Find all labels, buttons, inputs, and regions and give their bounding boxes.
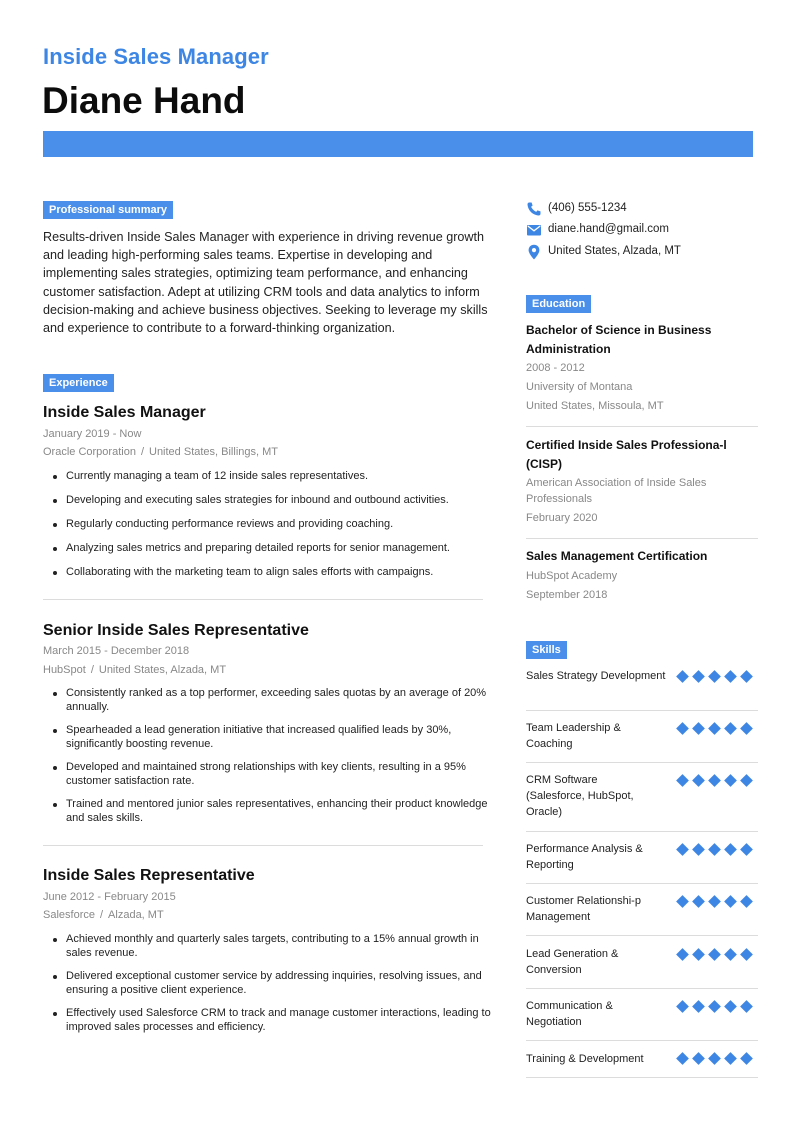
certification-date: September 2018 bbox=[526, 589, 608, 601]
divider bbox=[526, 762, 758, 763]
skill-level-diamond bbox=[708, 948, 721, 961]
skill-level-diamond bbox=[740, 1052, 753, 1065]
job-bullet: Trained and mentored junior sales representatives, enhancing their product knowledge and sales skills. bbox=[43, 798, 498, 825]
divider bbox=[526, 988, 758, 989]
skill-level-diamond bbox=[692, 1000, 705, 1013]
skill-level-diamond bbox=[708, 1052, 721, 1065]
job-bullet: Analyzing sales metrics and preparing detailed reports for senior management. bbox=[43, 542, 498, 556]
job-company: Salesforce bbox=[43, 909, 95, 921]
job-bullet: Effectively used Salesforce CRM to track and manage customer interactions, leading to improved sales processes and efficiency. bbox=[43, 1007, 498, 1034]
certification-title: Certified Inside Sales Professiona-l (CISP) bbox=[526, 438, 727, 471]
skill-level-diamond bbox=[676, 895, 689, 908]
job-dates: January 2019 - Now bbox=[43, 428, 142, 440]
skill-name: CRM Software (Salesforce, HubSpot, Oracle) bbox=[526, 774, 634, 818]
job-location: Alzada, MT bbox=[108, 909, 164, 921]
job-bullet: Regularly conducting performance reviews and providing coaching. bbox=[43, 518, 498, 532]
email-address: diane.hand@gmail.com bbox=[548, 223, 669, 235]
job-bullet: Collaborating with the marketing team to align sales efforts with campaigns. bbox=[43, 566, 498, 580]
skill-level-diamond bbox=[724, 1052, 737, 1065]
envelope-icon bbox=[526, 222, 542, 238]
skill-level-diamond bbox=[676, 1000, 689, 1013]
experience-heading: Experience bbox=[43, 374, 114, 392]
skill-level-diamond bbox=[740, 843, 753, 856]
phone-icon bbox=[526, 201, 542, 217]
skill-name: Training & Development bbox=[526, 1053, 644, 1065]
summary-heading: Professional summary bbox=[43, 201, 173, 219]
skill-level-diamond bbox=[676, 1052, 689, 1065]
job-bullet: Consistently ranked as a top performer, exceeding sales quotas by an average of 20% annually. bbox=[43, 687, 498, 714]
skill-level-diamond bbox=[708, 670, 721, 683]
job-company-line: Salesforce / Alzada, MT bbox=[43, 909, 164, 921]
job-bullet: Delivered exceptional customer service by addressing inquiries, resolving issues, and ensuring a positive client experience. bbox=[43, 970, 498, 997]
job-dates: June 2012 - February 2015 bbox=[43, 891, 176, 903]
divider bbox=[526, 538, 758, 539]
job-location: United States, Billings, MT bbox=[149, 446, 278, 458]
skill-name: Sales Strategy Development bbox=[526, 670, 666, 682]
location-pin-icon bbox=[526, 244, 542, 260]
job-location: United States, Alzada, MT bbox=[98, 664, 227, 676]
skill-level-diamond bbox=[740, 722, 753, 735]
job-dates: March 2015 - December 2018 bbox=[43, 645, 190, 657]
skill-level-diamond bbox=[708, 895, 721, 908]
skill-level-diamond bbox=[676, 774, 689, 787]
skill-level-diamond bbox=[676, 948, 689, 961]
skill-level-diamond bbox=[692, 670, 705, 683]
skill-level-diamond bbox=[676, 670, 689, 683]
skill-level-diamond bbox=[724, 670, 737, 683]
summary-text: Results-driven Inside Sales Manager with experience in driving revenue growth and leading high-performing sales teams. Expertise in developing and implementing sales strategies, optimizing team performance, and enhancing customer satisfaction. Adept at utilizing CRM tools and data analytics to inform decision-making and achieve business objectives. Seeking to leverage my skills and experience to contribute to a forward-thinking organization. bbox=[43, 230, 488, 336]
job-bullet: Achieved monthly and quarterly sales targets, contributing to a 15% annual growth in sales revenue. bbox=[43, 933, 498, 960]
skill-name: Performance Analysis & Reporting bbox=[526, 843, 643, 871]
header-accent-bar bbox=[43, 131, 753, 157]
divider bbox=[526, 1077, 758, 1078]
skill-level-diamond bbox=[692, 948, 705, 961]
job-title: Inside Sales Manager bbox=[43, 404, 206, 421]
job-bullets bbox=[43, 933, 498, 1034]
education-location: United States, Missoula, MT bbox=[526, 400, 664, 412]
certification-title: Sales Management Certification bbox=[526, 549, 708, 563]
skill-level-diamond bbox=[692, 774, 705, 787]
candidate-name: Diane Hand bbox=[42, 80, 246, 121]
job-bullet: Developed and maintained strong relationships with key clients, resulting in a 95% customer satisfaction rate. bbox=[43, 761, 498, 788]
skill-name: Lead Generation & Conversion bbox=[526, 948, 619, 976]
skill-level-diamond bbox=[676, 722, 689, 735]
skill-level-diamond bbox=[740, 1000, 753, 1013]
skill-level-diamond bbox=[708, 774, 721, 787]
divider bbox=[526, 935, 758, 936]
education-dates: 2008 - 2012 bbox=[526, 362, 585, 374]
skill-level-diamond bbox=[692, 1052, 705, 1065]
skill-level-diamond bbox=[708, 1000, 721, 1013]
job-company-line: HubSpot / United States, Alzada, MT bbox=[43, 664, 227, 676]
skill-level-diamond bbox=[692, 722, 705, 735]
education-heading: Education bbox=[526, 295, 591, 313]
skill-level-diamond bbox=[740, 895, 753, 908]
job-bullet: Developing and executing sales strategies for inbound and outbound activities. bbox=[43, 494, 498, 508]
certification-issuer: HubSpot Academy bbox=[526, 570, 618, 582]
phone-number: (406) 555-1234 bbox=[548, 202, 627, 214]
divider bbox=[526, 831, 758, 832]
skill-level-diamond bbox=[724, 948, 737, 961]
skill-name: Communication & Negotiation bbox=[526, 1000, 613, 1028]
skill-name: Customer Relationshi-p Management bbox=[526, 895, 641, 923]
job-bullets bbox=[43, 687, 498, 825]
certification-issuer: American Association of Inside Sales Professionals bbox=[526, 477, 707, 505]
skill-level-diamond bbox=[724, 722, 737, 735]
education-school: University of Montana bbox=[526, 381, 633, 393]
skill-level-diamond bbox=[692, 843, 705, 856]
skill-level-diamond bbox=[740, 670, 753, 683]
job-title: Inside Sales Representative bbox=[43, 867, 255, 884]
divider bbox=[526, 1040, 758, 1041]
certification-date: February 2020 bbox=[526, 512, 598, 524]
skill-level-diamond bbox=[724, 843, 737, 856]
job-title: Senior Inside Sales Representative bbox=[43, 622, 309, 639]
location-text: United States, Alzada, MT bbox=[548, 245, 681, 257]
skill-level-diamond bbox=[724, 1000, 737, 1013]
job-bullet: Spearheaded a lead generation initiative that increased qualified leads by 30%, significantly boosting revenue. bbox=[43, 724, 498, 751]
skill-level-diamond bbox=[724, 774, 737, 787]
skill-level-diamond bbox=[708, 722, 721, 735]
skill-level-diamond bbox=[740, 948, 753, 961]
skill-name: Team Leadership & Coaching bbox=[526, 722, 621, 750]
divider bbox=[43, 599, 483, 600]
header-job-title: Inside Sales Manager bbox=[43, 44, 269, 69]
divider bbox=[526, 710, 758, 711]
skill-level-diamond bbox=[708, 843, 721, 856]
skill-level-diamond bbox=[676, 843, 689, 856]
job-bullet: Currently managing a team of 12 inside sales representatives. bbox=[43, 470, 498, 484]
divider bbox=[43, 845, 483, 846]
divider bbox=[526, 883, 758, 884]
job-bullets bbox=[43, 470, 498, 580]
skills-heading: Skills bbox=[526, 641, 567, 659]
skill-level-diamond bbox=[692, 895, 705, 908]
skill-level-diamond bbox=[724, 895, 737, 908]
divider bbox=[526, 426, 758, 427]
job-company-line: Oracle Corporation / United States, Billings, MT bbox=[43, 446, 278, 458]
job-company: Oracle Corporation bbox=[43, 446, 136, 458]
job-company: HubSpot bbox=[43, 664, 86, 676]
skill-level-diamond bbox=[740, 774, 753, 787]
education-title: Bachelor of Science in Business Administration bbox=[526, 323, 712, 356]
